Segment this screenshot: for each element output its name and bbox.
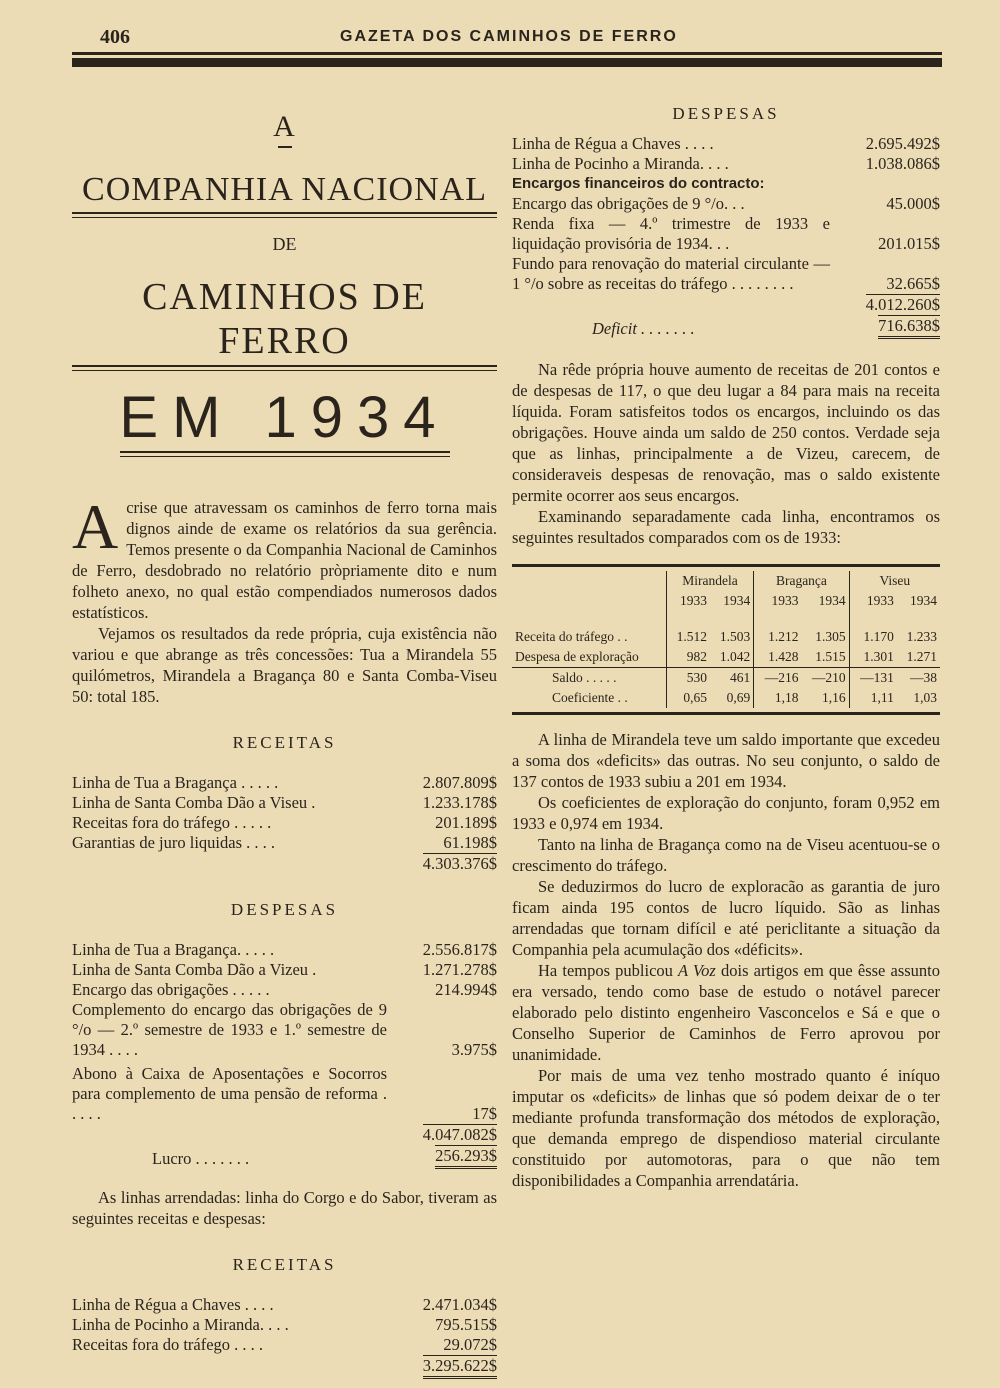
table-row: Abono à Caixa de Aposentações e Socorros para complemento de uma pensão de reforma . . . . . 17$ bbox=[72, 1064, 497, 1123]
deficit-row: Deficit . . . . . . . 716.638$ bbox=[592, 316, 940, 338]
header-rule-thick bbox=[72, 58, 942, 67]
title-rule-secondary bbox=[72, 217, 497, 218]
paragraph: Na rêde própria houve aumento de receitas de 201 contos e de despesas de 117, o que deu lugar a 84 para mais na receita líquida. Foram satisfeitos todos os encargos, incluindo os das obrigações. Houve ainda um saldo de 250 contos. Verdade seja que as linhas, principalmente a de Vizeu, carecem, de consideraveis despesas de renovação, mas o saldo existente permite ocorrer aos seus encargos. bbox=[512, 360, 940, 505]
paragraph: Os coeficientes de exploração do conjunto, foram 0,952 em 1933 e 0,974 em 1934. bbox=[512, 793, 940, 833]
publication-name: A Voz bbox=[678, 961, 716, 980]
lucro-value: 256.293$ bbox=[435, 1145, 497, 1169]
section-heading: DESPESAS bbox=[230, 900, 339, 919]
table-row: Encargo das obrigações . . . . . 214.994$ bbox=[72, 980, 497, 999]
paragraph: Tanto na linha de Bragança como na de Viseu acentuou-se o crescimento do tráfego. bbox=[512, 835, 940, 875]
table-row: Coeficiente . . 0,65 0,69 1,18 1,16 1,11 1,03 bbox=[512, 688, 940, 708]
paragraph: crise que atravessam os caminhos de ferro torna mais dignos ainde de exame os relatórios da sua gerência. Temos presente o da Companhia Nacional de Caminhos de Ferro, desdobrado no relatório pròpriamente dito e num folheto anexo, no qual estão compendiados numerosos dados estatísticos. bbox=[72, 498, 497, 622]
table-row: Receita do tráfego . . 1.512 1.503 1.212 1.305 1.170 1.233 bbox=[512, 627, 940, 647]
spacer-row bbox=[512, 611, 940, 627]
total-row bbox=[512, 294, 940, 315]
section-heading: DESPESAS bbox=[672, 104, 780, 123]
paragraph: As linhas arrendadas: linha do Corgo e do Sabor, tiveram as seguintes receitas e despesas: bbox=[72, 1188, 497, 1228]
total-row bbox=[72, 853, 497, 874]
paragraph: A linha de Mirandela teve um saldo importante que excedeu a soma dos «deficits» das outras. No seu conjunto, o saldo de 137 contos de 1933 subiu a 201 em 1934. bbox=[512, 730, 940, 791]
table-row: Renda fixa — 4.º trimestre de 1933 e liquidação provisória de 1934. . . 201.015$ bbox=[512, 214, 940, 253]
title-article-underline bbox=[278, 146, 292, 148]
table-row: Linha de Santa Comba Dão a Viseu . 1.233.178$ bbox=[72, 793, 497, 812]
title-year: EM 1934 bbox=[119, 385, 450, 450]
running-header: GAZETA DOS CAMINHOS DE FERRO bbox=[340, 28, 678, 45]
group-viseu: Viseu bbox=[849, 571, 940, 591]
table-row: Linha de Tua a Bragança . . . . . 2.807.809$ bbox=[72, 773, 497, 792]
group-mirandela: Mirandela bbox=[666, 571, 753, 591]
paragraph: Por mais de uma vez tenho mostrado quanto é iníquo imputar os «deficits» de linhas que só podem deixar de o ter mediante profunda transformação dos métodos de exploração, que demanda emprego de dispendioso material circulante constituido por automotoras, para o que não tem disponibilidades a Companhia arrendatária. bbox=[512, 1066, 940, 1190]
total-row bbox=[72, 1355, 497, 1379]
table-row: Receitas fora do tráfego . . . . . 201.189$ bbox=[72, 813, 497, 832]
total-value: 4.047.082$ bbox=[422, 1125, 497, 1144]
account-table bbox=[72, 1295, 497, 1379]
table-row: Complemento do encargo das obrigações de 9 °/o — 2.º semestre de 1933 e 1.º semestre de 1934 . . . . 3.975$ bbox=[72, 1000, 497, 1059]
table-row: Linha de Régua a Chaves . . . . 2.695.492$ bbox=[512, 134, 940, 153]
table-row: Linha de Pocinho a Miranda. . . . 795.515$ bbox=[72, 1315, 497, 1334]
title-rule bbox=[72, 212, 497, 214]
paragraph: Examinando separadamente cada linha, encontramos os seguintes resultados comparados com os de 1933: bbox=[512, 507, 940, 547]
account-table bbox=[72, 940, 497, 1169]
group-header-row bbox=[512, 571, 940, 591]
total-value: 4.012.260$ bbox=[865, 295, 940, 314]
year-rule-secondary bbox=[120, 456, 450, 457]
table-row: Linha de Pocinho a Miranda. . . . 1.038.086$ bbox=[512, 154, 940, 173]
account-table bbox=[72, 773, 497, 874]
right-column bbox=[512, 100, 940, 1191]
left-column bbox=[72, 100, 497, 1379]
title-rule-secondary bbox=[72, 370, 497, 371]
total-value: 3.295.622$ bbox=[423, 1355, 497, 1379]
table-row: Linha de Santa Comba Dão a Vizeu . 1.271.278$ bbox=[72, 960, 497, 979]
table-row: Linha de Tua a Bragança. . . . . 2.556.817$ bbox=[72, 940, 497, 959]
page-number: 406 bbox=[100, 26, 130, 48]
total-value: 4.303.376$ bbox=[422, 854, 497, 873]
table-row: Despesa de exploração 982 1.042 1.428 1.515 1.301 1.271 bbox=[512, 647, 940, 668]
account-table bbox=[512, 134, 940, 339]
total-row bbox=[72, 1124, 497, 1145]
intro bbox=[72, 491, 497, 623]
section-heading: RECEITAS bbox=[232, 1255, 337, 1274]
subheading-row: Encargos financeiros do contracto: bbox=[512, 175, 765, 192]
paragraph: Ha tempos publicou A Voz dois artigos em que êsse assunto era versado, tendo como base de estudo o notável parecer elaborado pelo distinto engenheiro Vasconcelos e Sá e que o Conselho Superior de Caminhos de Ferro aprovou por unanimidade. bbox=[512, 961, 940, 1064]
title-preposition: DE bbox=[272, 234, 297, 254]
table-row: Linha de Régua a Chaves . . . . 2.471.034$ bbox=[72, 1295, 497, 1314]
drop-cap: A bbox=[72, 491, 119, 562]
comparison-table bbox=[512, 571, 940, 708]
title-line-2: CAMINHOS DE FERRO bbox=[142, 276, 427, 362]
table-row: Encargo das obrigações de 9 °/o. . . 45.000$ bbox=[512, 194, 940, 213]
comparison-table-frame bbox=[512, 564, 940, 715]
header-rule bbox=[72, 52, 942, 55]
table-row: Saldo . . . . . 530 461 —216 —210 —131 —38 bbox=[512, 668, 940, 689]
paragraph: Vejamos os resultados da rede própria, cuja existência não variou e que abrange as três concessões: Tua a Mirandela 55 quilómetros, Mirandela a Bragança 80 e Santa Comba-Viseu 50: total 185. bbox=[72, 624, 497, 706]
title-rule bbox=[72, 365, 497, 367]
year-rule bbox=[120, 451, 450, 453]
table-row: Garantias de juro liquidas . . . . 61.198$ bbox=[72, 833, 497, 852]
group-braganca: Bragança bbox=[754, 571, 849, 591]
paragraph: Se deduzirmos do lucro de exploracão as garantia de juro ficam ainda 195 contos de lucro líquido. São as linhas arrendadas que tornam difícil e até periclitante a situação da Companhia pela acumulação dos «déficits». bbox=[512, 877, 940, 959]
deficit-value: 716.638$ bbox=[878, 315, 940, 339]
section-heading: RECEITAS bbox=[232, 733, 337, 752]
table-row: Receitas fora do tráfego . . . . 29.072$ bbox=[72, 1335, 497, 1354]
lucro-row: Lucro . . . . . . . 256.293$ bbox=[152, 1146, 497, 1168]
year-header-row: 1933 1934 1933 1934 1933 1934 bbox=[512, 591, 940, 611]
table-row: Fundo para renovação do material circulante — 1 °/o sobre as receitas do tráfego . . . . . . . . 32.665$ bbox=[512, 254, 940, 293]
title-article: A bbox=[273, 110, 296, 143]
title-line-1: COMPANHIA NACIONAL bbox=[82, 171, 487, 208]
